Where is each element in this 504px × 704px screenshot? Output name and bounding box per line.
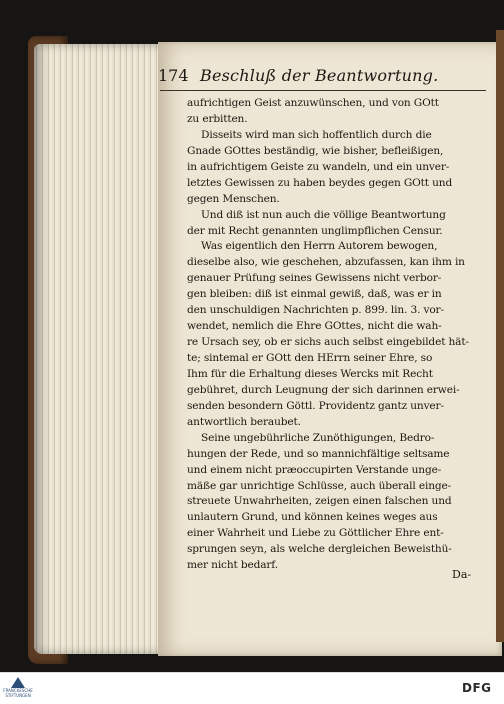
text-line: gen bleiben: diß ist einmal gewiß, daß, was er in (187, 288, 442, 301)
catchword: Da- (452, 568, 472, 581)
text-line: Ihm für die Erhaltung dieses Wercks mit Recht (187, 367, 433, 380)
viewer-footer (0, 672, 504, 704)
text-line: unlautern Grund, und können keines weges aus (187, 511, 438, 524)
text-line: hungen der Rede, und so mannichfältige seltsame (187, 447, 450, 460)
text-line: Was eigentlich den Herrn Autorem bewogen, (201, 240, 438, 253)
text-line: den unschuldigen Nachrichten p. 899. lin. 3. vor- (187, 304, 444, 317)
text-line: einer Wahrheit und Liebe zu Göttlicher Ehre ent- (187, 527, 444, 540)
text-line: sprungen seyn, als welche dergleichen Beweisthü- (187, 543, 452, 556)
text-line: senden besondern Göttl. Providentz gantz unver- (187, 399, 444, 412)
body-text (187, 96, 483, 574)
text-line: und einem nicht præoccupirten Verstande unge- (187, 463, 442, 476)
page-number: 174 (158, 66, 189, 85)
text-line: antwortlich beraubet. (187, 415, 301, 428)
text-line: gebühret, durch Leugnung der sich darinnen erwei- (187, 383, 460, 396)
text-line: Seine ungebührliche Zunöthigungen, Bedro- (201, 431, 435, 444)
text-line: aufrichtigen Geist anzuwünschen, und von GOtt (187, 97, 439, 109)
text-line: genauer Prüfung seines Gewissens nicht verbor- (187, 272, 442, 285)
text-line: der mit Recht genannten unglimpflichen Censur. (187, 224, 443, 237)
text-line: re Ursach sey, ob er sichs auch selbst eingebildet hät- (187, 336, 469, 349)
text-line: dieselbe also, wie geschehen, abzufassen, kan ihm in (187, 256, 465, 269)
text-line: Und diß ist nun auch die völlige Beantwortung (201, 208, 446, 221)
text-line: gegen Menschen. (187, 192, 280, 205)
page-header (150, 66, 490, 88)
francke-logo[interactable] (3, 677, 33, 699)
text-line: Disseits wird man sich hoffentlich durch die (201, 128, 432, 141)
running-head: Beschluß der Beantwortung. (200, 66, 439, 85)
text-line: mer nicht bedarf. (187, 559, 278, 572)
text-line: wendet, nemlich die Ehre GOttes, nicht die wah- (187, 320, 442, 333)
logo-text: FRANCKESCHE STIFTUNGEN (3, 688, 33, 698)
text-line: mäße gar unrichtige Schlüsse, auch überall einge- (187, 479, 452, 492)
page-edges (34, 44, 174, 654)
text-line: Gnade GOttes beständig, wie bisher, befleißigen, (187, 144, 444, 157)
facing-cover-edge (496, 30, 504, 642)
dfg-logo[interactable]: DFG (462, 681, 492, 695)
text-line: streuete Unwahrheiten, zeigen einen falschen und (187, 495, 452, 508)
text-line: letztes Gewissen zu haben beydes gegen GOtt und (187, 176, 453, 189)
text-line: zu erbitten. (187, 112, 248, 125)
header-rule (160, 90, 486, 91)
text-line: in aufrichtigem Geiste zu wandeln, und ein unver- (187, 160, 450, 173)
text-line: te; sintemal er GOtt den HErrn seiner Ehre, so (187, 352, 433, 364)
logo-mark-icon (11, 677, 25, 688)
